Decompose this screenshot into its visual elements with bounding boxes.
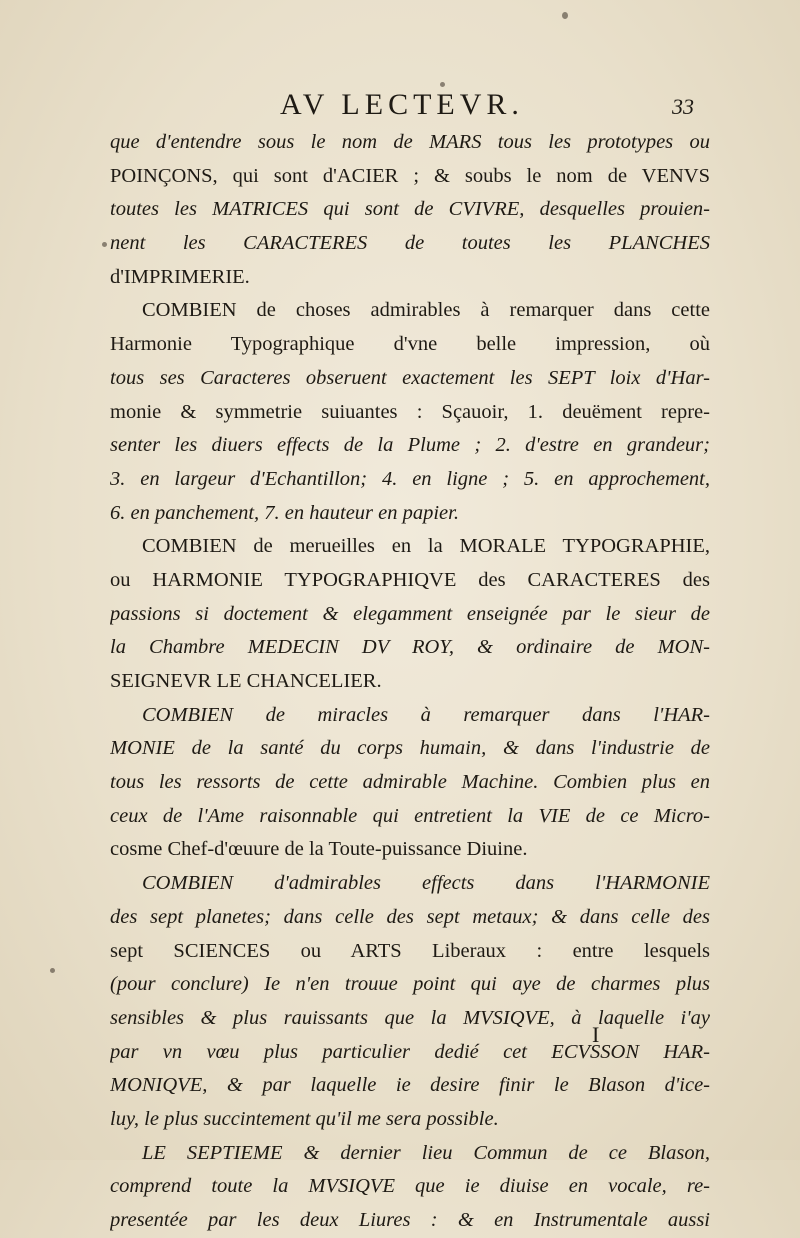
text-line: presentée par les deux Liures : & en Instrumentale aussi bbox=[110, 1209, 710, 1231]
text-line: SEIGNEVR LE CHANCELIER. bbox=[110, 670, 382, 692]
text-line: d'IMPRIMERIE. bbox=[110, 265, 250, 288]
running-title: AV LECTEVR. bbox=[280, 88, 524, 121]
text-line: sept SCIENCES ou ARTS Liberaux : entre lesquels bbox=[110, 939, 710, 962]
text-line: cosme Chef-d'œuure de la Toute-puissance Diuine. bbox=[110, 838, 528, 861]
body-text bbox=[110, 126, 710, 1238]
ink-speck bbox=[440, 82, 445, 87]
text-line: toutes les MATRICES qui sont de CVIVRE, desquelles prouien- bbox=[110, 198, 710, 221]
text-line: des sept planetes; dans celle des sept metaux; & dans celle des bbox=[110, 905, 710, 928]
text-line: ceux de l'Ame raisonnable qui entretient la VIE de ce Micro- bbox=[110, 804, 710, 827]
ink-speck bbox=[102, 242, 107, 247]
page-header bbox=[0, 88, 800, 128]
text-line: luy, le plus succintement qu'il me sera possible. bbox=[110, 1107, 499, 1130]
page-number: 33 bbox=[672, 94, 694, 119]
text-line: LE SEPTIEME & dernier lieu Commun de ce Blason, bbox=[142, 1141, 710, 1164]
text-line: COMBIEN de choses admirables à remarquer dans cette bbox=[142, 299, 710, 322]
text-line: passions si doctement & elegamment enseignée par le sieur de bbox=[110, 602, 710, 625]
text-line: comprend toute la MVSIQVE que ie diuise en vocale, re- bbox=[110, 1175, 710, 1198]
page-footer bbox=[0, 1022, 800, 1052]
text-line: tous les ressorts de cette admirable Machine. Combien plus en bbox=[110, 771, 710, 794]
text-line: monie & symmetrie suiuantes : Sçauoir, 1. deuëment repre- bbox=[110, 400, 710, 423]
text-line: MONIQVE, & par laquelle ie desire finir le Blason d'ice- bbox=[110, 1074, 710, 1097]
text-line: COMBIEN de miracles à remarquer dans l'HAR- bbox=[142, 703, 710, 726]
ink-speck bbox=[50, 968, 55, 973]
ink-speck bbox=[562, 12, 568, 19]
text-line: par vn vœu plus particulier dedié cet ECVSSON HAR- bbox=[110, 1040, 710, 1063]
text-line: tous ses Caracteres obseruent exactement les SEPT loix d'Har- bbox=[110, 366, 710, 389]
text-line: nent les CARACTERES de toutes les PLANCHES bbox=[110, 232, 710, 255]
text-line: MONIE de la santé du corps humain, & dans l'industrie de bbox=[110, 737, 710, 760]
text-line: sensibles & plus rauissants que la MVSIQVE, à laquelle i'ay bbox=[110, 1006, 710, 1029]
text-line: 6. en panchement, 7. en hauteur en papier. bbox=[110, 501, 459, 524]
signature-mark: I bbox=[592, 1022, 600, 1047]
text-line: POINÇONS, qui sont d'ACIER ; & soubs le nom de VENVS bbox=[110, 164, 710, 187]
text-line: que d'entendre sous le nom de MARS tous les prototypes ou bbox=[110, 131, 710, 153]
text-line: la Chambre MEDECIN DV ROY, & ordinaire de MON- bbox=[110, 636, 710, 659]
text-line: senter les diuers effects de la Plume ; 2. d'estre en grandeur; bbox=[110, 434, 710, 457]
text-line: COMBIEN de merueilles en la MORALE TYPOGRAPHIE, bbox=[142, 535, 710, 558]
text-line: COMBIEN d'admirables effects dans l'HARMONIE bbox=[142, 872, 710, 895]
text-line: (pour conclure) Ie n'en trouue point qui aye de charmes plus bbox=[110, 973, 710, 996]
text-line: Harmonie Typographique d'vne belle impression, où bbox=[110, 333, 710, 356]
text-line: ou HARMONIE TYPOGRAPHIQVE des CARACTERES des bbox=[110, 568, 710, 591]
text-line: 3. en largeur d'Echantillon; 4. en ligne ; 5. en approchement, bbox=[110, 467, 710, 490]
